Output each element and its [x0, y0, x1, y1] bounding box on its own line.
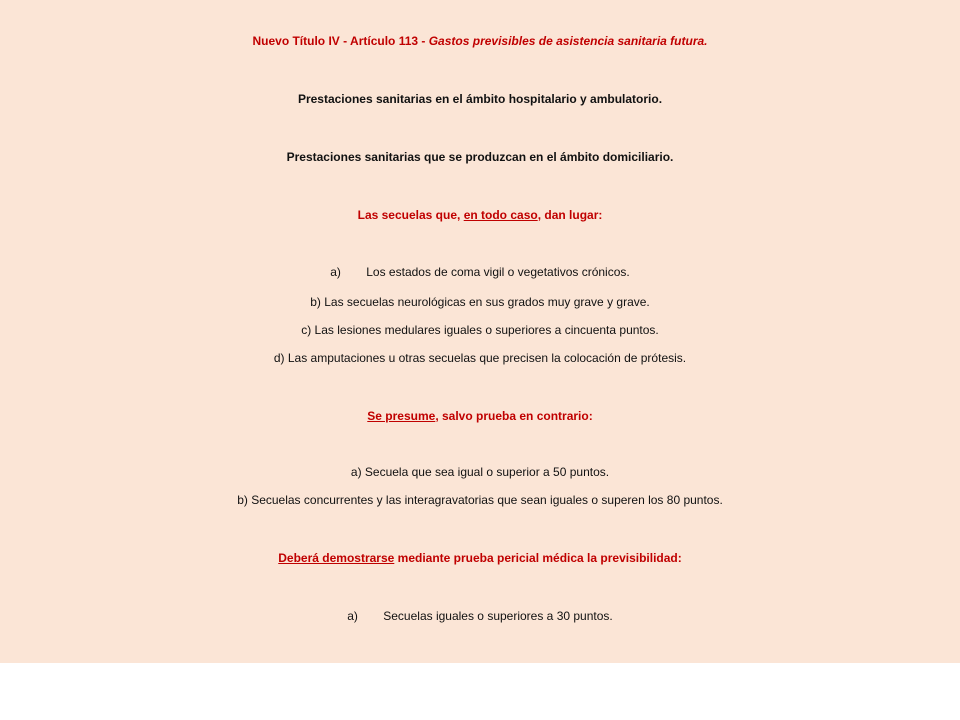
section3-underline: Deberá demostrarse: [278, 551, 395, 565]
section3-item-a: a) Secuelas iguales o superiores a 30 puntos.: [0, 604, 960, 628]
intro-line-2: Prestaciones sanitarias que se produzcan en el ámbito domiciliario.: [286, 150, 674, 164]
section2-heading: Se presume, salvo prueba en contrario:: [367, 409, 593, 423]
section1-heading: Las secuelas que, en todo caso, dan lugar:: [357, 208, 603, 222]
section3-heading: Deberá demostrarse mediante prueba pericial médica la previsibilidad:: [278, 551, 682, 565]
list-marker: a): [347, 609, 358, 623]
slide-title: [0, 29, 960, 53]
intro-line-1: Prestaciones sanitarias en el ámbito hospitalario y ambulatorio.: [297, 92, 663, 106]
section1-item-c: c) Las lesiones medulares iguales o superiores a cincuenta puntos.: [301, 323, 659, 337]
section1-item-d: d) Las amputaciones u otras secuelas que precisen la colocación de prótesis.: [273, 351, 687, 365]
list-marker: a): [330, 265, 341, 279]
title-italic: Gastos previsibles de asistencia sanitaria futura.: [428, 34, 708, 48]
section1-item-a: a) Los estados de coma vigil o vegetativos crónicos.: [0, 260, 960, 284]
section2-item-b: b) Secuelas concurrentes y las interagravatorias que sean iguales o superen los 80 puntos.: [237, 493, 723, 507]
section2-item-a: a) Secuela que sea igual o superior a 50 puntos.: [350, 465, 610, 479]
title-prefix: Nuevo Título IV - Artículo 113 -: [252, 34, 429, 48]
section1-item-b: b) Las secuelas neurológicas en sus grados muy grave y grave.: [310, 295, 650, 309]
section1-underline: en todo caso: [463, 208, 538, 222]
section2-underline: Se presume: [367, 409, 436, 423]
